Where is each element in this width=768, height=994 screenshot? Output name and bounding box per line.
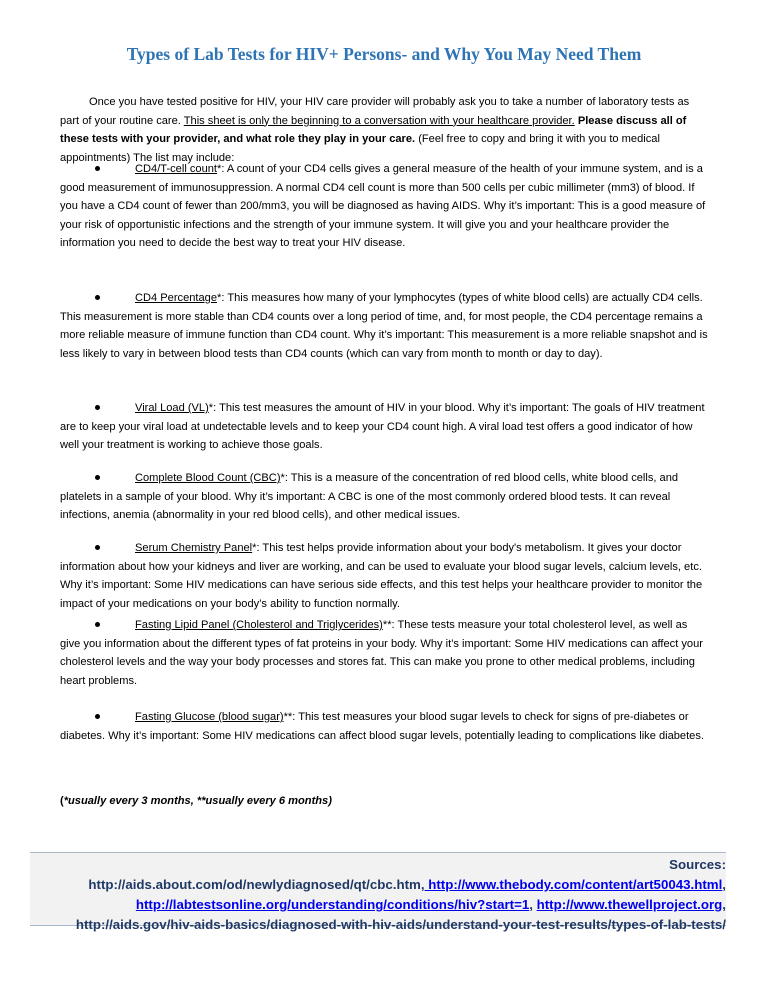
bullet-icon <box>60 539 135 558</box>
source-link-about[interactable]: http://aids.about.com/od/newlydiagnosed/qt/cbc.htm, <box>88 877 425 892</box>
test-name: Viral Load (VL) <box>135 402 209 414</box>
intro-text: Once you have tested positive for HIV, your HIV care provider will probably ask you to take a number of laboratory tests as part of your routine care. <box>60 96 690 127</box>
test-frequency-mark: ** <box>382 619 392 631</box>
source-link-aidsgov[interactable]: http://aids.gov/hiv-aids-basics/diagnosed-with-hiv-aids/understand-your-test-results/types-of-lab-tests/ <box>75 917 726 932</box>
page-title: Types of Lab Tests for HIV+ Persons- and Why You May Need Them <box>126 44 642 64</box>
sources-comma: , <box>722 877 726 892</box>
sources-box <box>30 852 726 932</box>
intro-underlined: This sheet is only the beginning to a conversation with your healthcare provider. <box>183 114 575 127</box>
test-name: Fasting Lipid Panel (Cholesterol and Triglycerides) <box>135 619 383 631</box>
test-name: Serum Chemistry Panel <box>135 542 253 554</box>
list-item-fasting-glucose <box>60 708 708 745</box>
sources-comma: , <box>722 897 726 912</box>
test-name: Fasting Glucose (blood sugar) <box>135 711 284 723</box>
list-item-viral-load <box>60 399 708 455</box>
bullet-icon <box>60 289 135 308</box>
test-description: : This test helps provide information about your body's metabolism. It gives your doctor information about how your kidneys and liver are working, and can be used to evaluate your blood sugar levels, calcium levels, etc. Why it’s important: Some HIV medications can have serious side effects, and this test helps your healthcare provider to monitor the impact of your medications on your body’s ability to function normally. <box>60 542 703 610</box>
test-frequency-mark: * <box>217 292 222 304</box>
list-item-serum-chemistry <box>60 539 708 613</box>
test-frequency-mark: * <box>252 542 257 554</box>
test-description: : This test measures the amount of HIV in your blood. Why it’s important: The goals of HIV treatment are to keep your viral load at undetectable levels and to keep your CD4 count high. A viral load test offers a good indicator of how well your treatment is working to achieve those goals. <box>60 402 705 451</box>
test-frequency-mark: ** <box>283 711 293 723</box>
test-frequency-mark: * <box>280 472 285 484</box>
frequency-footnote <box>60 795 332 807</box>
list-item-lipid-panel <box>60 616 708 690</box>
test-frequency-mark: * <box>208 402 214 414</box>
test-name: Complete Blood Count (CBC) <box>135 472 281 484</box>
bullet-icon <box>60 160 135 179</box>
test-name: CD4/T-cell count <box>135 163 218 175</box>
intro-bold: Please discuss all of these tests with your provider, and what role they play in your care. <box>60 114 687 145</box>
footnote-text: *usually every 3 months, **usually every 6 months) <box>63 795 332 807</box>
list-item-cbc <box>60 469 708 525</box>
test-description: : This measures how many of your lymphocytes (types of white blood cells) are actually CD4 cells. This measurement is more stable than CD4 counts over a long period of time, and, for most people, the CD4 percentage remains a more reliable measure of immune function than CD4 count. Why it’s important: This measurement is a more reliable snapshot and is less likely to vary in between blood tests than CD4 counts (which can vary from month to month or day to day). <box>60 292 708 360</box>
test-frequency-mark: * <box>217 163 222 175</box>
intro-paragraph <box>60 93 708 167</box>
source-link-labtests[interactable]: http://labtestsonline.org/understanding/conditions/hiv?start=1 <box>135 897 530 912</box>
test-name: CD4 Percentage <box>135 292 218 304</box>
sources-line-2 <box>30 895 726 915</box>
source-link-thebody[interactable]: http://www.thebody.com/content/art50043.html <box>424 877 723 892</box>
test-description: : This test measures your blood sugar levels to check for signs of pre-diabetes or diabetes. Why it’s important: Some HIV medications can affect blood sugar levels, potentially leading to complications like diabetes. <box>60 711 704 742</box>
list-item-cd4-percentage <box>60 289 708 363</box>
sources-separator: , <box>529 897 537 912</box>
bullet-icon <box>60 469 135 488</box>
test-description: : A count of your CD4 cells gives a general measure of the health of your immune system, and is a good measurement of immunosuppression. A normal CD4 cell count is more than 500 cells per cubic millimeter (mm3) of blood. If you have a CD4 count of fewer than 200/mm3, you will be diagnosed as having AIDS. Why it’s important: This is a good measure of your risk of opportunistic infections and the strength of your immune system. It will give you and your healthcare provider the information you need to decide the best way to treat your HIV disease. <box>60 163 706 249</box>
sources-label: Sources: <box>669 857 726 872</box>
bullet-icon <box>60 616 135 635</box>
bullet-icon <box>60 399 135 418</box>
footnote-open: ( <box>60 795 64 807</box>
intro-text-2: (Feel free to copy and bring it with you to medical appointments) The list may include: <box>60 133 660 164</box>
sources-line-1 <box>30 875 726 895</box>
list-item-cd4-count <box>60 160 708 253</box>
test-description: : These tests measure your total cholesterol level, as well as give you information about the different types of fat proteins in your body. Why it’s important: Some HIV medications can affect your cholesterol levels and the way your body processes and stores fat. This can make you prone to other medical problems, including heart problems. <box>60 619 703 687</box>
test-description: : This is a measure of the concentration of red blood cells, white blood cells, and platelets in a sample of your blood. Why it’s important: A CBC is one of the most commonly ordered blood tests. It can reveal infections, anemia (abnormality in your red blood cells), and other medical issues. <box>60 472 679 521</box>
bullet-icon <box>60 708 135 727</box>
source-link-wellproject[interactable]: http://www.thewellproject.org <box>536 897 723 912</box>
